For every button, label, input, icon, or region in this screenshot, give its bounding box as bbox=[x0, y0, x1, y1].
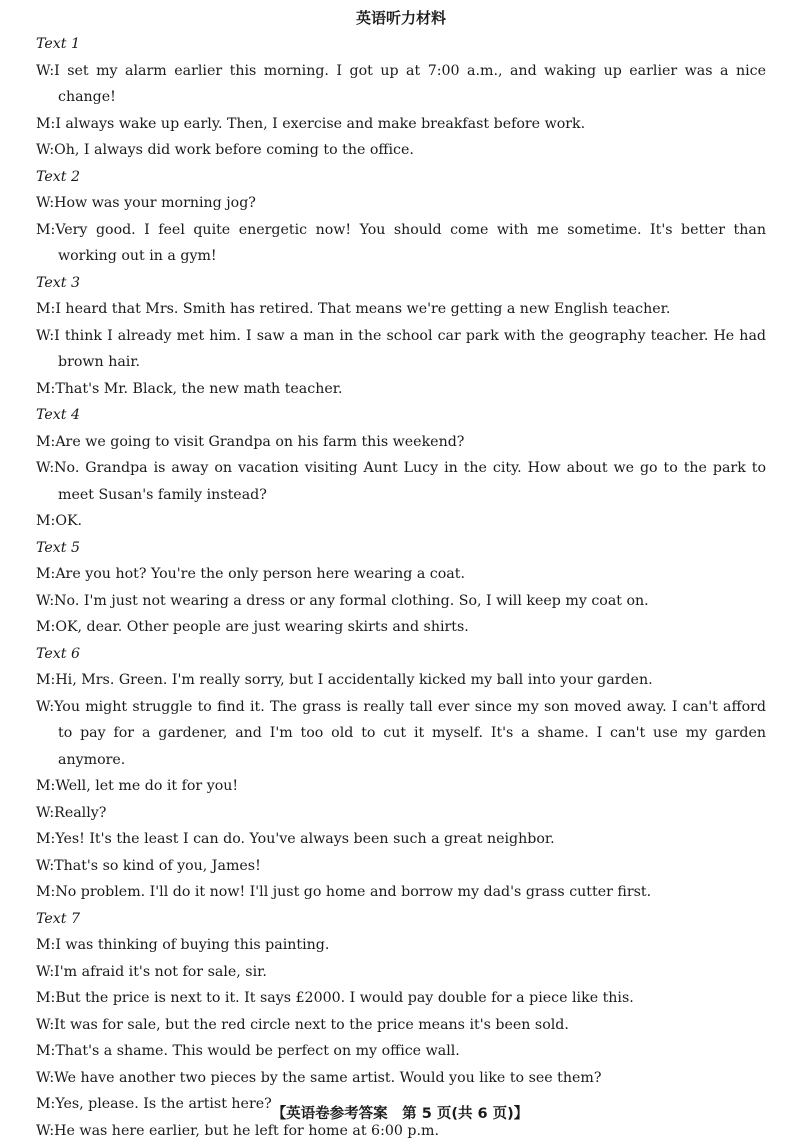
speaker-label: M bbox=[36, 619, 51, 635]
speaker-separator: : bbox=[50, 115, 56, 132]
speaker-separator: : bbox=[49, 460, 55, 477]
utterance-text: Well, let me do it for you! bbox=[55, 778, 239, 794]
dialogue-line bbox=[36, 936, 766, 955]
utterance-text: I was thinking of buying this painting. bbox=[55, 937, 330, 953]
text-section-label: Text 2 bbox=[36, 168, 80, 185]
dialogue-line bbox=[36, 883, 766, 902]
utterance-text: No problem. I'll do it now! I'll just go home and borrow my dad's grass cutter first. bbox=[55, 884, 652, 900]
speaker-separator: : bbox=[50, 619, 56, 635]
text-section-label: Text 3 bbox=[36, 274, 80, 291]
utterance-text: I always wake up early. Then, I exercise and make breakfast before work. bbox=[55, 115, 586, 132]
text-section-label: Text 5 bbox=[36, 539, 80, 556]
utterance-text: Are we going to visit Grandpa on his farm this weekend? bbox=[55, 433, 465, 450]
dialogue-line bbox=[36, 1122, 766, 1141]
utterance-text: Really? bbox=[54, 804, 107, 821]
dialogue-line bbox=[36, 857, 766, 876]
speaker-label: W bbox=[36, 963, 50, 980]
speaker-label: M bbox=[36, 1043, 51, 1059]
speaker-label: W bbox=[36, 1122, 50, 1139]
speaker-separator: : bbox=[50, 884, 56, 900]
speaker-label: M bbox=[36, 1096, 51, 1112]
utterance-text: It was for sale, but the red circle next to the price means it's been sold. bbox=[54, 1016, 569, 1033]
speaker-label: M bbox=[36, 990, 51, 1006]
speaker-label: W bbox=[36, 142, 50, 158]
dialogue-line bbox=[36, 830, 766, 849]
speaker-label: M bbox=[36, 115, 51, 132]
utterance-text: Hi, Mrs. Green. I'm really sorry, but I accidentally kicked my ball into your garden. bbox=[55, 672, 653, 688]
speaker-separator: : bbox=[50, 566, 56, 582]
speaker-separator: : bbox=[50, 937, 56, 953]
speaker-label: M bbox=[36, 301, 51, 317]
dialogue-line bbox=[36, 194, 766, 213]
utterance-text: OK, dear. Other people are just wearing skirts and shirts. bbox=[55, 619, 469, 635]
speaker-separator: : bbox=[50, 990, 56, 1006]
dialogue-line bbox=[36, 58, 766, 111]
dialogue-line bbox=[36, 565, 766, 584]
utterance-text: Oh, I always did work before coming to the office. bbox=[54, 142, 414, 158]
speaker-separator: : bbox=[50, 831, 56, 847]
speaker-label: W bbox=[36, 857, 50, 874]
speaker-label: W bbox=[36, 592, 50, 609]
page-footer: 【英语卷参考答案 第 5 页(共 6 页)】 bbox=[271, 1106, 529, 1122]
utterance-text: That's so kind of you, James! bbox=[54, 857, 261, 874]
utterance-text: We have another two pieces by the same artist. Would you like to see them? bbox=[54, 1069, 602, 1086]
utterance-text: But the price is next to it. It says £2000. I would pay double for a piece like this. bbox=[55, 990, 634, 1006]
speaker-label: M bbox=[36, 433, 51, 450]
speaker-label: W bbox=[36, 804, 50, 821]
speaker-separator: : bbox=[50, 301, 56, 317]
speaker-separator: : bbox=[49, 327, 55, 344]
speaker-separator: : bbox=[49, 963, 55, 980]
utterance-text: Are you hot? You're the only person here wearing a coat. bbox=[55, 566, 465, 582]
dialogue-line bbox=[36, 777, 766, 796]
speaker-separator: : bbox=[49, 857, 55, 874]
speaker-label: M bbox=[36, 566, 51, 582]
utterance-text: No. Grandpa is away on vacation visiting Aunt Lucy in the city. How about we go to the park to meet Susan's family instead? bbox=[54, 460, 766, 503]
utterance-text: Very good. I feel quite energetic now! You should come with me sometime. It's better than working out in a gym! bbox=[55, 221, 766, 265]
dialogue-line bbox=[36, 592, 766, 611]
speaker-label: W bbox=[36, 460, 50, 477]
dialogue-line bbox=[36, 963, 766, 982]
dialogue-line bbox=[36, 217, 766, 270]
utterance-text: You might struggle to find it. The grass is really tall ever since my son moved away. I can't afford to pay for a gardener, and I'm too old to cut it myself. It's a shame. I can't use my garden anymore. bbox=[54, 698, 766, 768]
speaker-separator: : bbox=[49, 62, 55, 79]
transcript-body bbox=[36, 35, 766, 1141]
speaker-separator: : bbox=[49, 1122, 55, 1139]
dialogue-line bbox=[36, 989, 766, 1008]
utterance-text: That's Mr. Black, the new math teacher. bbox=[55, 380, 343, 397]
utterance-text: I think I already met him. I saw a man in the school car park with the geography teacher. He had brown hair. bbox=[54, 327, 766, 371]
dialogue-line bbox=[36, 323, 766, 376]
speaker-label: M bbox=[36, 884, 51, 900]
speaker-label: W bbox=[36, 698, 50, 715]
dialogue-line bbox=[36, 512, 766, 531]
speaker-separator: : bbox=[50, 1096, 56, 1112]
utterance-text: Yes, please. Is the artist here? bbox=[55, 1096, 272, 1112]
text-section-label: Text 4 bbox=[36, 407, 80, 423]
dialogue-line bbox=[36, 380, 766, 399]
utterance-text: How was your morning jog? bbox=[54, 195, 256, 211]
page-title: 英语听力材料 bbox=[355, 9, 446, 27]
utterance-text: He was here earlier, but he left for home at 6:00 p.m. bbox=[54, 1122, 439, 1139]
text-section-label: Text 7 bbox=[36, 910, 80, 927]
utterance-text: No. I'm just not wearing a dress or any formal clothing. So, I will keep my coat on. bbox=[54, 592, 649, 609]
speaker-label: W bbox=[36, 1069, 50, 1086]
speaker-separator: : bbox=[49, 804, 55, 821]
dialogue-line bbox=[36, 618, 766, 637]
speaker-label: M bbox=[36, 380, 51, 397]
speaker-separator: : bbox=[50, 778, 56, 794]
speaker-label: M bbox=[36, 513, 51, 529]
dialogue-line bbox=[36, 455, 766, 508]
dialogue-line bbox=[36, 300, 766, 319]
speaker-separator: : bbox=[49, 1069, 55, 1086]
dialogue-line bbox=[36, 141, 766, 160]
speaker-separator: : bbox=[50, 433, 56, 450]
text-section-label: Text 1 bbox=[36, 36, 80, 52]
speaker-separator: : bbox=[49, 142, 55, 158]
speaker-separator: : bbox=[49, 1016, 55, 1033]
speaker-label: M bbox=[36, 778, 51, 794]
utterance-text: That's a shame. This would be perfect on my office wall. bbox=[55, 1043, 460, 1059]
utterance-text: I'm afraid it's not for sale, sir. bbox=[54, 963, 267, 980]
speaker-separator: : bbox=[50, 380, 56, 397]
speaker-label: W bbox=[36, 62, 50, 79]
dialogue-line bbox=[36, 1069, 766, 1088]
speaker-separator: : bbox=[49, 592, 55, 609]
utterance-text: OK. bbox=[55, 513, 83, 529]
speaker-separator: : bbox=[50, 221, 56, 238]
dialogue-line bbox=[36, 1016, 766, 1035]
speaker-label: W bbox=[36, 195, 50, 211]
speaker-separator: : bbox=[50, 513, 56, 529]
text-section-label: Text 6 bbox=[36, 645, 80, 662]
speaker-label: M bbox=[36, 221, 51, 238]
speaker-separator: : bbox=[49, 698, 55, 715]
speaker-separator: : bbox=[50, 1043, 56, 1059]
dialogue-line bbox=[36, 671, 766, 690]
speaker-label: W bbox=[36, 1016, 50, 1033]
dialogue-line bbox=[36, 1042, 766, 1061]
speaker-label: M bbox=[36, 672, 51, 688]
speaker-label: W bbox=[36, 327, 50, 344]
dialogue-line bbox=[36, 694, 766, 774]
speaker-separator: : bbox=[49, 195, 55, 211]
speaker-separator: : bbox=[50, 672, 56, 688]
utterance-text: I heard that Mrs. Smith has retired. That means we're getting a new English teacher. bbox=[55, 301, 671, 317]
utterance-text: Yes! It's the least I can do. You've always been such a great neighbor. bbox=[55, 831, 555, 847]
dialogue-line bbox=[36, 115, 766, 134]
speaker-label: M bbox=[36, 937, 51, 953]
utterance-text: I set my alarm earlier this morning. I got up at 7:00 a.m., and waking up earlier was a nice change! bbox=[54, 62, 766, 106]
dialogue-line bbox=[36, 804, 766, 823]
speaker-label: M bbox=[36, 831, 51, 847]
dialogue-line bbox=[36, 433, 766, 452]
